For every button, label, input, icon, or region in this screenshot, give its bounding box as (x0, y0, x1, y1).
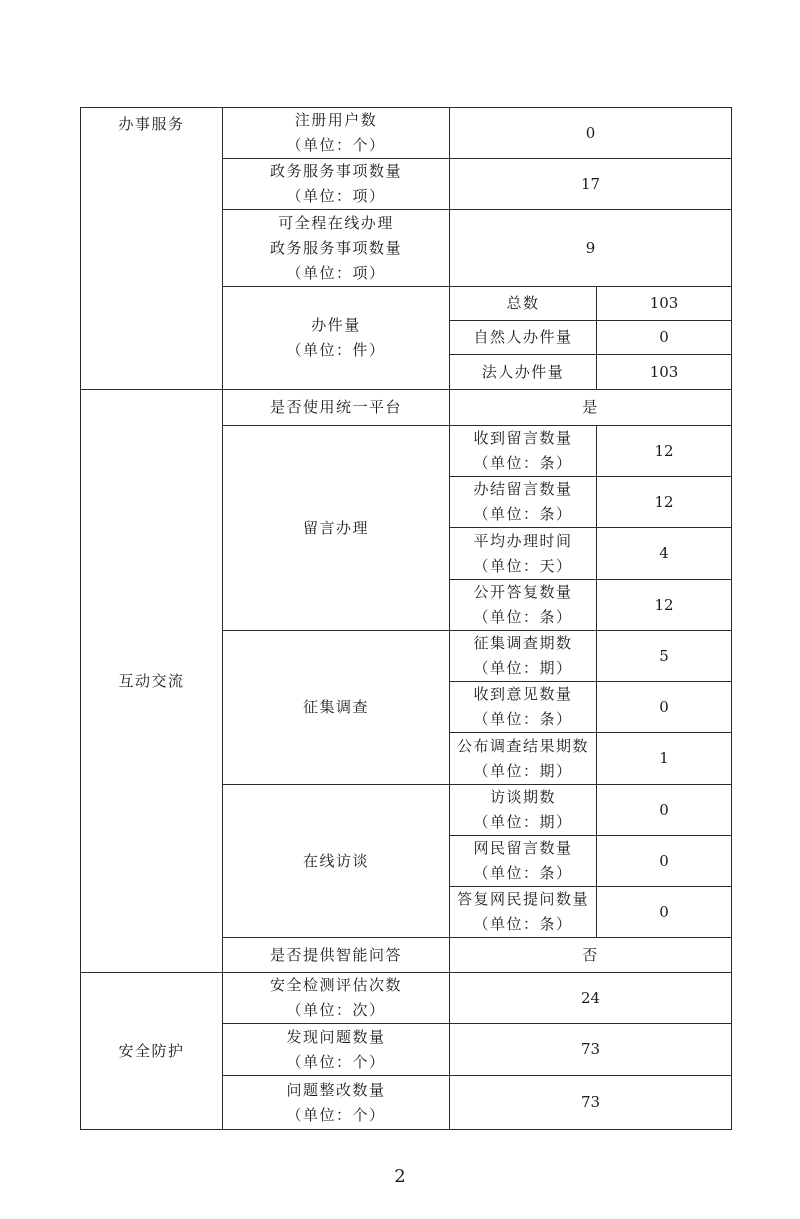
value-messages-closed: 12 (597, 477, 732, 528)
row-label-messages: 留言办理 (223, 426, 450, 631)
row-label-survey: 征集调查 (223, 631, 450, 785)
sub-label-interview-replies: 答复网民提问数量 （单位：条） (450, 887, 597, 938)
value-cases-legal-person: 103 (597, 355, 732, 390)
value-survey-results: 1 (597, 733, 732, 785)
sub-label-cases-total: 总数 (450, 287, 597, 321)
sub-label-cases-legal-person: 法人办件量 (450, 355, 597, 390)
sub-label-messages-received: 收到留言数量 （单位：条） (450, 426, 597, 477)
sub-label-messages-public-replies: 公开答复数量 （单位：条） (450, 580, 597, 631)
value-messages-received: 12 (597, 426, 732, 477)
value-issues-fixed: 73 (450, 1076, 732, 1130)
section-label-interaction: 互动交流 (81, 390, 223, 973)
value-service-items: 17 (450, 159, 732, 210)
row-label-unified-platform: 是否使用统一平台 (223, 390, 450, 426)
sub-label-messages-avg-time: 平均办理时间 （单位：天） (450, 528, 597, 580)
sub-label-survey-results: 公布调查结果期数 （单位：期） (450, 733, 597, 785)
row-label-registered-users: 注册用户数 （单位：个） (223, 108, 450, 159)
table-row (81, 390, 732, 426)
value-survey-opinions: 0 (597, 682, 732, 733)
page-number: 2 (394, 1166, 406, 1187)
row-label-smart-qa: 是否提供智能问答 (223, 938, 450, 973)
sub-label-interview-periods: 访谈期数 （单位：期） (450, 785, 597, 836)
value-cases-total: 103 (597, 287, 732, 321)
table-row (81, 973, 732, 1024)
sub-label-cases-natural-person: 自然人办件量 (450, 321, 597, 355)
row-label-issues-fixed: 问题整改数量 （单位：个） (223, 1076, 450, 1130)
row-label-interview: 在线访谈 (223, 785, 450, 938)
value-security-assessments: 24 (450, 973, 732, 1024)
row-label-online-items: 可全程在线办理 政务服务事项数量 （单位：项） (223, 210, 450, 287)
sub-label-survey-periods: 征集调查期数 （单位：期） (450, 631, 597, 682)
value-interview-messages: 0 (597, 836, 732, 887)
value-messages-public-replies: 12 (597, 580, 732, 631)
row-label-cases: 办件量 （单位：件） (223, 287, 450, 390)
value-survey-periods: 5 (597, 631, 732, 682)
row-label-security-assessments: 安全检测评估次数 （单位：次） (223, 973, 450, 1024)
value-registered-users: 0 (450, 108, 732, 159)
row-label-service-items: 政务服务事项数量 （单位：项） (223, 159, 450, 210)
row-label-issues-found: 发现问题数量 （单位：个） (223, 1024, 450, 1076)
table-row (81, 108, 732, 159)
statistics-table (80, 107, 732, 1130)
value-issues-found: 73 (450, 1024, 732, 1076)
section-label-service: 办事服务 (81, 108, 223, 390)
section-label-security: 安全防护 (81, 973, 223, 1130)
value-interview-replies: 0 (597, 887, 732, 938)
value-messages-avg-time: 4 (597, 528, 732, 580)
value-online-items: 9 (450, 210, 732, 287)
sub-label-messages-closed: 办结留言数量 （单位：条） (450, 477, 597, 528)
value-interview-periods: 0 (597, 785, 732, 836)
value-unified-platform: 是 (450, 390, 732, 426)
value-cases-natural-person: 0 (597, 321, 732, 355)
sub-label-survey-opinions: 收到意见数量 （单位：条） (450, 682, 597, 733)
value-smart-qa: 否 (450, 938, 732, 973)
sub-label-interview-messages: 网民留言数量 （单位：条） (450, 836, 597, 887)
